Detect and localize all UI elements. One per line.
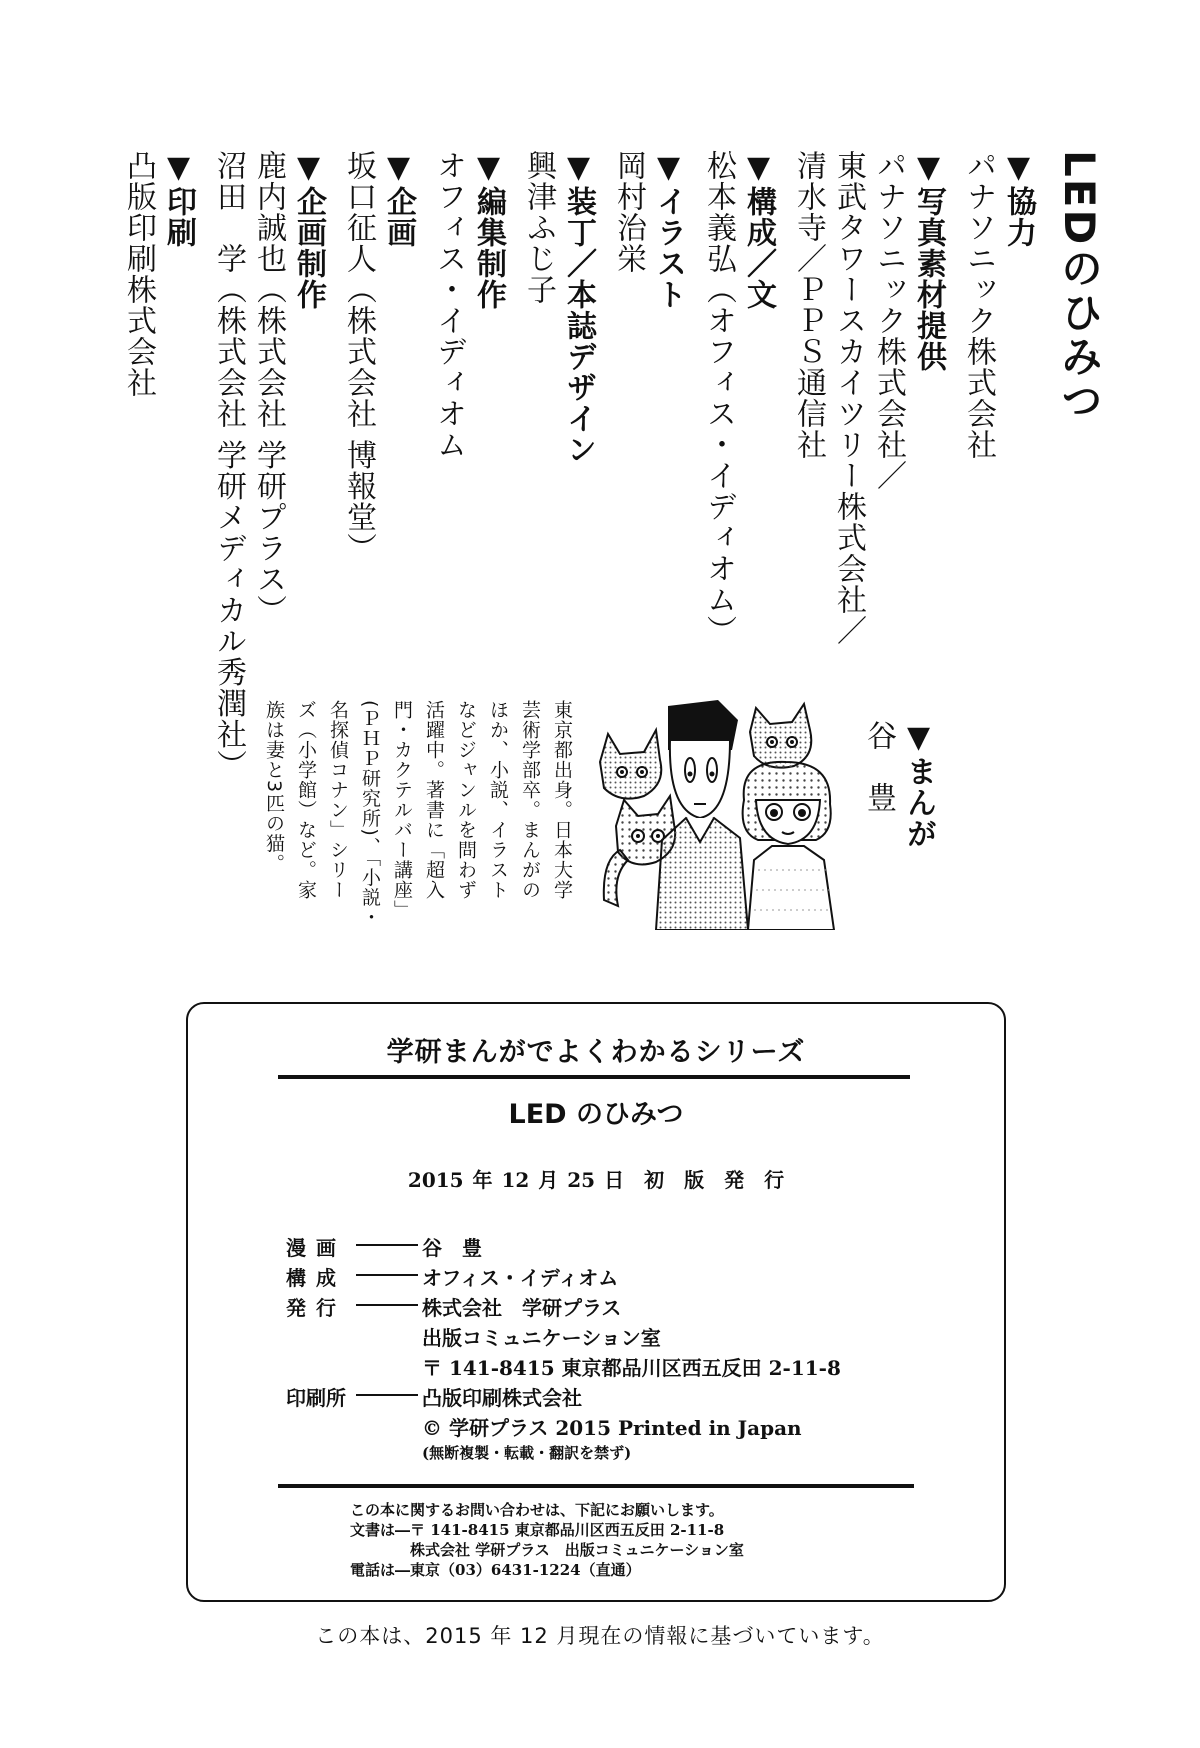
- credit-kyoryoku: パナソニック株式会社: [961, 150, 996, 460]
- bio-line: などジャンルを問わず: [455, 700, 477, 900]
- credit-shashin-2: 東武タワースカイツリー株式会社／: [831, 150, 866, 646]
- heading-kousei: ▼構成／文: [741, 150, 776, 310]
- heading-manga: ▼まんが: [901, 720, 936, 849]
- woman-illustration: [743, 762, 834, 930]
- credit-row: [286, 1412, 841, 1442]
- artist-bio: [258, 700, 578, 950]
- dash-line: [356, 1244, 418, 1246]
- credit-kousei: 松本義弘（オフィス・イディオム）: [701, 150, 736, 646]
- credit-value: 株式会社 学研プラス: [422, 1296, 622, 1320]
- colophon-credits: [286, 1232, 841, 1464]
- heading-illust: ▼イラスト: [651, 150, 686, 310]
- credit-value: © 学研プラス 2015 Printed in Japan: [422, 1416, 802, 1440]
- manga-artist-name: 谷 豊: [861, 720, 896, 813]
- credit-value: 〒 141-8415 東京都品川区西五反田 2-11-8: [422, 1356, 841, 1380]
- credit-soutei: 興津ふじ子: [521, 150, 556, 305]
- credit-row: [286, 1292, 841, 1322]
- heading-soutei: ▼装丁／本誌デザイン: [561, 150, 596, 465]
- heading-shashin: ▼写真素材提供: [911, 150, 946, 372]
- publication-date: 2015 年 12 月 25 日 初 版 発 行: [407, 1168, 785, 1192]
- bio-line: 名探偵コナン」シリー: [327, 700, 349, 900]
- inquiry-line: 株式会社 学研プラス 出版コミュニケーション室: [350, 1541, 744, 1559]
- footer-note: この本は、2015 年 12 月現在の情報に基づいています。: [315, 1624, 885, 1648]
- divider: [278, 1075, 910, 1079]
- credit-row: [286, 1322, 841, 1352]
- inquiry-info: [350, 1500, 744, 1580]
- credit-row: [286, 1262, 841, 1292]
- manga-illustration: [598, 700, 844, 930]
- heading-kikaku: ▼企画: [381, 150, 416, 248]
- heading-kikaku-seisaku: ▼企画制作: [291, 150, 326, 310]
- credit-label: 発行: [286, 1296, 346, 1320]
- bio-line: 族は妻と3匹の猫。: [263, 700, 285, 874]
- credit-label: 印刷所: [286, 1386, 346, 1410]
- colophon-book-title: LED のひみつ: [508, 1099, 684, 1130]
- inquiry-line: 電話は―東京（03）6431-1224（直通）: [350, 1561, 641, 1579]
- bio-line: (ＰＨＰ研究所)、「小説・: [359, 700, 381, 928]
- credit-illust: 岡村治栄: [611, 150, 646, 274]
- inquiry-line: この本に関するお問い合わせは、下記にお願いします。: [350, 1501, 724, 1519]
- credit-label: 構成: [286, 1266, 346, 1290]
- credit-henshu: オフィス・イディオム: [431, 150, 466, 460]
- credit-row: [286, 1382, 841, 1412]
- heading-henshu: ▼編集制作: [471, 150, 506, 310]
- credit-shashin-1: パナソニック株式会社／: [871, 150, 906, 491]
- credit-kikaku: 坂口征人（株式会社 博報堂）: [341, 150, 376, 564]
- book-title-vertical: LEDのひみつ: [1055, 150, 1104, 423]
- heading-kyoryoku: ▼協力: [1001, 150, 1036, 248]
- bio-line: 東京都出身。日本大学: [551, 700, 573, 900]
- credit-kikaku-seisaku-1: 鹿内誠也（株式会社 学研プラス）: [251, 150, 286, 626]
- bio-line: 門・カクテルバー講座」: [391, 700, 413, 920]
- copyright-note: (無断複製・転載・翻訳を禁ず): [422, 1444, 632, 1462]
- credit-value: オフィス・イディオム: [422, 1266, 619, 1290]
- bio-line: ほか、小説、イラスト: [487, 700, 509, 900]
- credit-row: [286, 1352, 841, 1382]
- inquiry-line: 文書は―〒 141-8415 東京都品川区西五反田 2-11-8: [350, 1521, 725, 1539]
- dash-line: [356, 1394, 418, 1396]
- bio-line: 活躍中。著書に「超入: [423, 700, 445, 900]
- divider: [278, 1484, 914, 1488]
- cat-illustration-3: [750, 704, 811, 768]
- credit-label: 漫画: [286, 1236, 346, 1260]
- bio-line: 芸術学部卒。まんがの: [519, 700, 541, 900]
- series-title: 学研まんがでよくわかるシリーズ: [386, 1037, 806, 1068]
- dash-line: [356, 1304, 418, 1306]
- heading-insatsu: ▼印刷: [161, 150, 196, 248]
- dash-line: [356, 1274, 418, 1276]
- bio-line: ズ（小学館）など。家: [295, 700, 317, 900]
- credit-value: 出版コミュニケーション室: [422, 1326, 661, 1350]
- credit-insatsu: 凸版印刷株式会社: [121, 150, 156, 398]
- colophon-box: [186, 1002, 1006, 1602]
- credit-value: 凸版印刷株式会社: [422, 1386, 582, 1410]
- credit-kikaku-seisaku-2: 沼田 学（株式会社 学研メディカル秀潤社）: [211, 150, 246, 781]
- credit-shashin-3: 清水寺／ＰＰＳ通信社: [791, 150, 826, 460]
- credit-value: 谷 豊: [422, 1236, 482, 1260]
- credit-row: [286, 1232, 841, 1262]
- cat-illustration-1: [600, 730, 661, 799]
